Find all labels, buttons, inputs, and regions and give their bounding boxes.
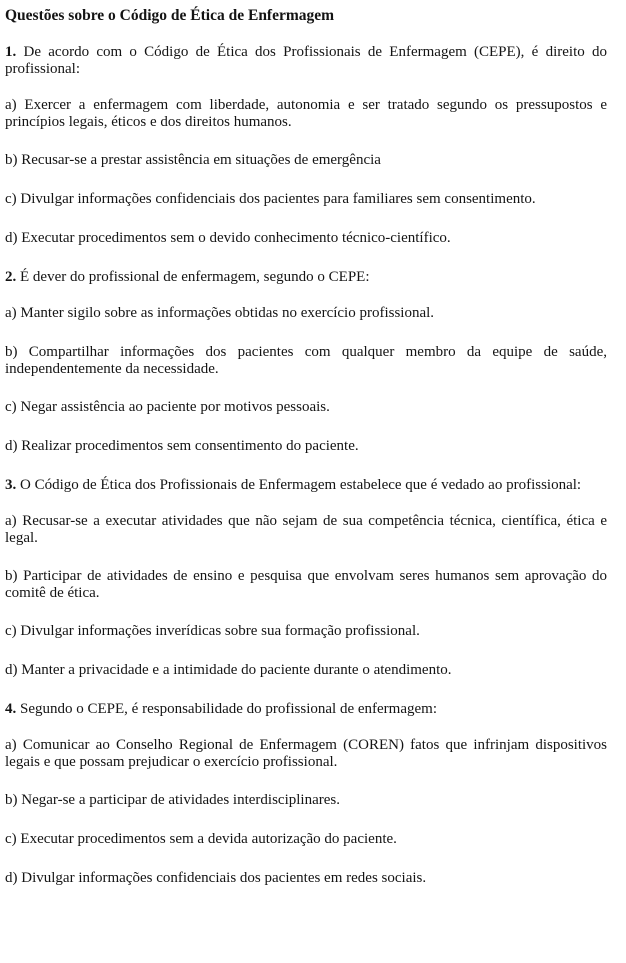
question-2-option-b: b) Compartilhar informações dos pacientes com qualquer membro da equipe de saúde, independentemente da necessidade. [5, 344, 607, 377]
question-2-statement [5, 269, 607, 286]
question-4 [5, 701, 607, 887]
question-3-number: 3. [5, 477, 17, 493]
question-4-statement [5, 701, 607, 718]
question-3-option-d: d) Manter a privacidade e a intimidade do paciente durante o atendimento. [5, 662, 452, 678]
question-1-statement [5, 44, 607, 78]
question-1-option-c: c) Divulgar informações confidenciais dos pacientes para familiares sem consentimento. [5, 191, 536, 207]
question-1 [5, 44, 607, 247]
question-2-option-a: a) Manter sigilo sobre as informações obtidas no exercício profissional. [5, 305, 435, 321]
question-3-text: O Código de Ética dos Profissionais de Enfermagem estabelece que é vedado ao profissional: [20, 477, 582, 493]
question-4-option-d: d) Divulgar informações confidenciais dos pacientes em redes sociais. [5, 870, 427, 886]
question-2-number: 2. [5, 269, 17, 285]
document-title: Questões sobre o Código de Ética de Enfermagem [5, 7, 335, 24]
question-1-option-d: d) Executar procedimentos sem o devido conhecimento técnico-científico. [5, 230, 451, 246]
question-3-option-c: c) Divulgar informações inverídicas sobre sua formação profissional. [5, 623, 420, 639]
question-4-option-a: a) Comunicar ao Conselho Regional de Enfermagem (COREN) fatos que infrinjam dispositivos legais e que possam prejudicar o exercício profissional. [5, 737, 607, 770]
question-2-option-c: c) Negar assistência ao paciente por motivos pessoais. [5, 399, 330, 415]
question-1-option-b: b) Recusar-se a prestar assistência em situações de emergência [5, 152, 381, 168]
question-3-option-b: b) Participar de atividades de ensino e pesquisa que envolvam seres humanos sem aprovação do comitê de ética. [5, 568, 607, 601]
question-3-statement [5, 477, 607, 494]
question-4-number: 4. [5, 701, 17, 717]
question-4-text: Segundo o CEPE, é responsabilidade do profissional de enfermagem: [20, 701, 437, 717]
question-1-option-a: a) Exercer a enfermagem com liberdade, autonomia e ser tratado segundo os pressupostos e princípios legais, éticos e dos direitos humanos. [5, 97, 607, 130]
question-4-option-c: c) Executar procedimentos sem a devida autorização do paciente. [5, 831, 397, 847]
question-3-option-a: a) Recusar-se a executar atividades que não sejam de sua competência técnica, científica, ética e legal. [5, 513, 607, 546]
question-1-text: De acordo com o Código de Ética dos Profissionais de Enfermagem (CEPE), é direito do profissional: [5, 44, 608, 77]
question-2 [5, 269, 607, 455]
question-2-text: É dever do profissional de enfermagem, segundo o CEPE: [20, 269, 370, 285]
question-4-option-b: b) Negar-se a participar de atividades interdisciplinares. [5, 792, 340, 808]
document-page [5, 6, 607, 909]
question-1-number: 1. [5, 44, 17, 60]
question-3 [5, 477, 607, 679]
question-2-option-d: d) Realizar procedimentos sem consentimento do paciente. [5, 438, 359, 454]
